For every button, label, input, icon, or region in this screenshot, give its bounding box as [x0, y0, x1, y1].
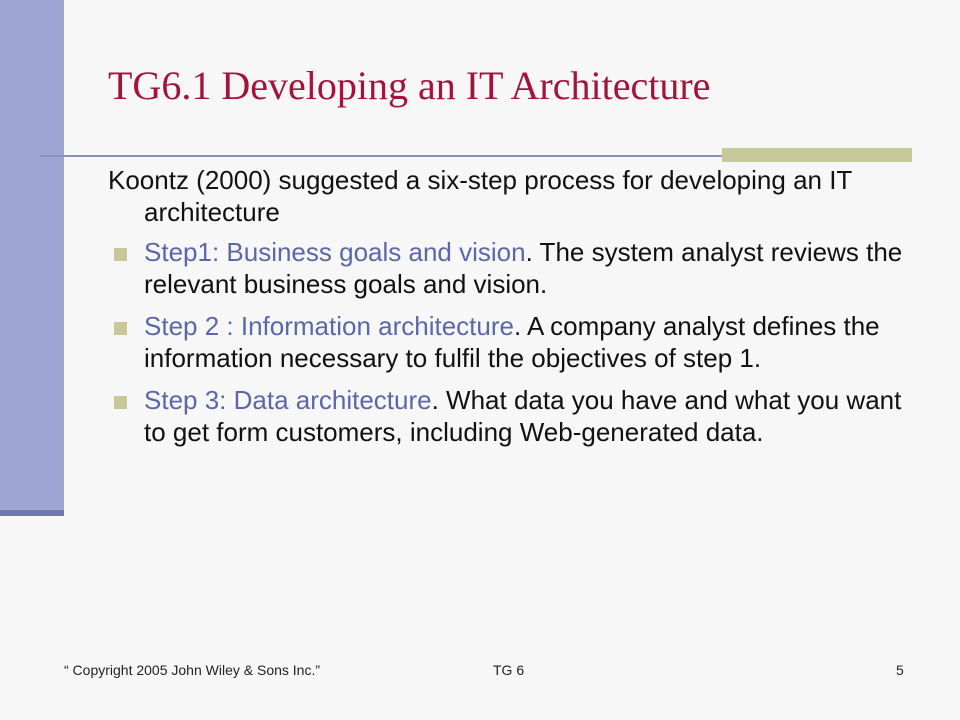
slide-title: TG6.1 Developing an IT Architecture: [108, 63, 711, 108]
step-item: [144, 236, 928, 300]
step-name: Step 2 : Information architecture: [144, 311, 514, 341]
footer-copyright: “ Copyright 2005 John Wiley & Sons Inc.”: [64, 662, 321, 678]
step-text: . The system analyst reviews the relevant business goals and vision.: [144, 237, 903, 299]
step-name: Step 3: Data architecture: [144, 385, 432, 415]
square-bullet-icon: [114, 322, 127, 335]
slide-body: [108, 164, 928, 458]
left-accent-bar: [0, 0, 64, 512]
page-number: 5: [896, 662, 904, 678]
step-item: [144, 384, 928, 448]
footer-center-label: TG 6: [493, 662, 525, 678]
divider-accent-block: [722, 148, 912, 162]
intro-text: Koontz (2000) suggested a six-step process for developing an IT architecture: [108, 165, 852, 227]
square-bullet-icon: [114, 396, 127, 409]
step-name: Step1: Business goals and vision: [144, 237, 526, 267]
square-bullet-icon: [114, 248, 127, 261]
left-accent-bar-edge: [0, 510, 64, 516]
step-text: . A company analyst defines the information necessary to fulfil the objectives of step 1.: [144, 311, 880, 373]
step-item: [144, 310, 928, 374]
step-text: . What data you have and what you want to get form customers, including Web-generated data.: [144, 385, 902, 447]
